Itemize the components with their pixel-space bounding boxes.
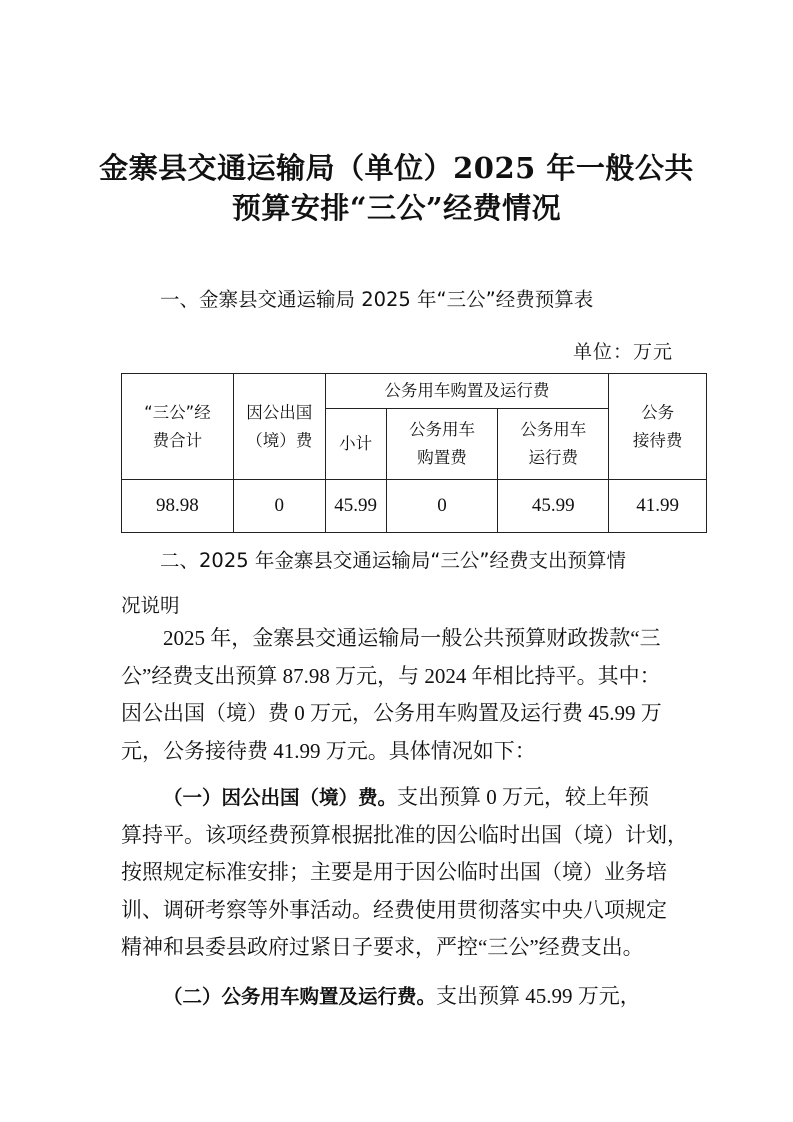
- cell-abroad: 0: [233, 480, 325, 533]
- header-purchase-line-2: 购置费: [417, 448, 467, 467]
- paragraph-summary: [121, 620, 681, 770]
- header-vehicle-group: 公务用车购置及运行费: [325, 374, 608, 409]
- cell-purchase: 0: [386, 480, 498, 533]
- paragraph-vehicle: [121, 978, 681, 1016]
- paragraph-2-line-4: 训、调研考察等外事活动。经费使用贯彻落实中央八项规定: [121, 897, 667, 922]
- document-title-line-1: 金寨县交通运输局（单位）2025 年一般公共: [99, 151, 694, 185]
- section-2-heading: [121, 538, 681, 628]
- header-total-line-1: “三公”经: [144, 402, 211, 422]
- header-abroad-line-2: （境）费: [246, 430, 313, 450]
- paragraph-1-line-1: 2025 年，金寨县交通运输局一般公共预算财政拨款“三: [163, 626, 661, 650]
- header-reception-cell: [609, 374, 707, 480]
- header-subtotal: 小计: [325, 409, 386, 480]
- paragraph-2-line-5: 精神和县委县政府过紧日子要求，严控“三公”经费支出。: [121, 935, 644, 959]
- paragraph-1-line-4: 元，公务接待费 41.99 万元。具体情况如下：: [121, 738, 536, 763]
- paragraph-2-line-1: 支出预算 0 万元，较上年预: [397, 785, 650, 809]
- table-row: [122, 480, 707, 533]
- header-operation-cell: [498, 409, 609, 480]
- paragraph-3-lead: （二）公务用车购置及运行费。: [163, 985, 437, 1008]
- paragraph-1-line-3: 因公出国（境）费 0 万元，公务用车购置及运行费 45.99 万: [121, 701, 662, 725]
- section-2-heading-line-1: 二、2025 年金寨县交通运输局“三公”经费支出预算情: [160, 549, 627, 572]
- header-purchase-cell: [386, 409, 498, 480]
- section-1-heading: 一、金寨县交通运输局 2025 年“三公”经费预算表: [160, 288, 594, 311]
- header-abroad-cell: [233, 374, 325, 480]
- cell-operation: 45.99: [498, 480, 609, 533]
- header-purchase-line-1: 公务用车: [408, 420, 475, 439]
- header-operation-line-2: 运行费: [528, 448, 578, 467]
- section-2-heading-line-2: 况说明: [121, 594, 180, 617]
- document-title-line-2: 预算安排“三公”经费情况: [231, 191, 562, 225]
- unit-label: 单位：万元: [572, 341, 673, 363]
- header-reception-line-2: 接待费: [632, 430, 683, 450]
- header-total-cell: [122, 374, 234, 480]
- paragraph-abroad: [121, 779, 688, 967]
- header-reception-line-1: 公务: [641, 402, 675, 422]
- header-abroad-line-1: 因公出国: [246, 402, 313, 422]
- header-operation-line-1: 公务用车: [520, 420, 587, 439]
- header-total-line-2: 费合计: [152, 430, 203, 450]
- paragraph-2-lead: （一）因公出国（境）费。: [163, 786, 398, 809]
- paragraph-3-line-1: 支出预算 45.99 万元，: [436, 984, 641, 1008]
- cell-total: 98.98: [122, 480, 234, 533]
- cell-reception: 41.99: [609, 480, 707, 533]
- paragraph-2-line-2: 算持平。该项经费预算根据批准的因公临时出国（境）计划，: [121, 822, 688, 847]
- table-header-row-1: [122, 374, 707, 409]
- budget-table: [121, 373, 707, 533]
- paragraph-2-line-3: 按照规定标准安排；主要是用于因公临时出国（境）业务培: [121, 860, 667, 884]
- cell-subtotal: 45.99: [325, 480, 386, 533]
- paragraph-1-line-2: 公”经费支出预算 87.98 万元，与 2024 年相比持平。其中：: [121, 663, 661, 688]
